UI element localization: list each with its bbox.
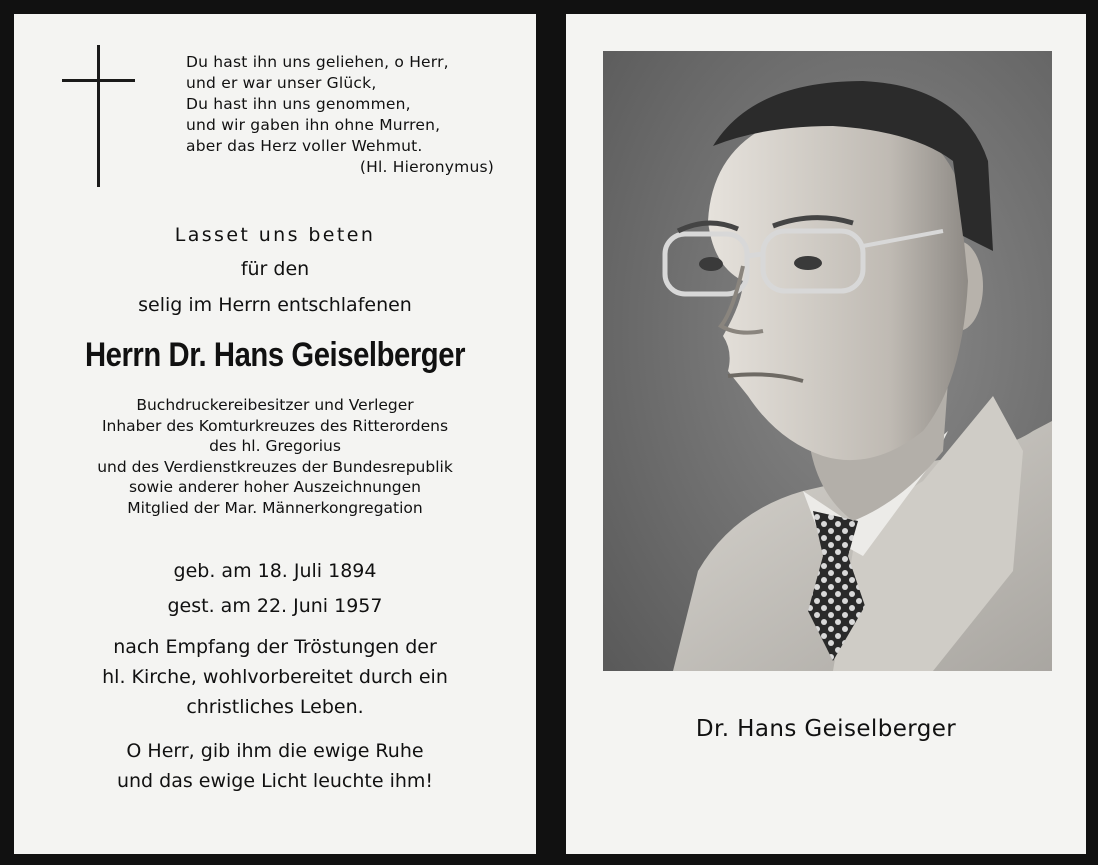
verse-line: und er war unser Glück,: [186, 74, 377, 92]
portrait-illustration: [603, 51, 1052, 671]
prayer-line: O Herr, gib ihm die ewige Ruhe: [126, 740, 424, 762]
left-card-text-panel: [14, 14, 536, 854]
portrait-photo: [603, 51, 1052, 671]
titles-block: [14, 395, 536, 518]
birth-date: geb. am 18. Juli 1894: [173, 560, 377, 582]
title-line: und des Verdienstkreuzes der Bundesrepublik: [97, 457, 453, 476]
verse-line: Du hast ihn uns genommen,: [186, 95, 411, 113]
prayer-intro-heading: Lasset uns beten: [174, 224, 376, 246]
prayer-line: und das ewige Licht leuchte ihm!: [116, 770, 434, 792]
title-line: sowie anderer hoher Auszeichnungen: [128, 478, 422, 496]
prayer-intro-line: für den: [240, 258, 310, 280]
closing-line: christliches Leben.: [186, 696, 364, 718]
photo-caption: Dr. Hans Geiselberger: [695, 716, 957, 742]
closing-block: [14, 632, 536, 722]
verse-line: aber das Herz voller Wehmut.: [186, 137, 423, 155]
prayer-block: [14, 736, 536, 796]
closing-line: hl. Kirche, wohlvorbereitet durch ein: [102, 666, 448, 688]
verse-block: [186, 52, 494, 178]
title-line: des hl. Gregorius: [209, 437, 341, 455]
title-line: Mitglied der Mar. Männerkongregation: [127, 498, 423, 517]
title-line: Inhaber des Komturkreuzes des Ritterordens: [101, 416, 449, 435]
verse-line: Du hast ihn uns geliehen, o Herr,: [186, 53, 449, 71]
verse-attribution: (Hl. Hieronymus): [359, 158, 494, 176]
dates-block: [14, 554, 536, 624]
right-card-photo-panel: [566, 14, 1086, 854]
closing-line: nach Empfang der Tröstungen der: [113, 636, 437, 658]
title-line: Buchdruckereibesitzer und Verleger: [136, 396, 414, 414]
deceased-name: Herrn Dr. Hans Geiselberger: [84, 336, 466, 374]
verse-line: und wir gaben ihn ohne Murren,: [186, 116, 441, 134]
death-date: gest. am 22. Juni 1957: [167, 595, 383, 617]
prayer-intro-line: selig im Herrn entschlafenen: [138, 294, 412, 316]
